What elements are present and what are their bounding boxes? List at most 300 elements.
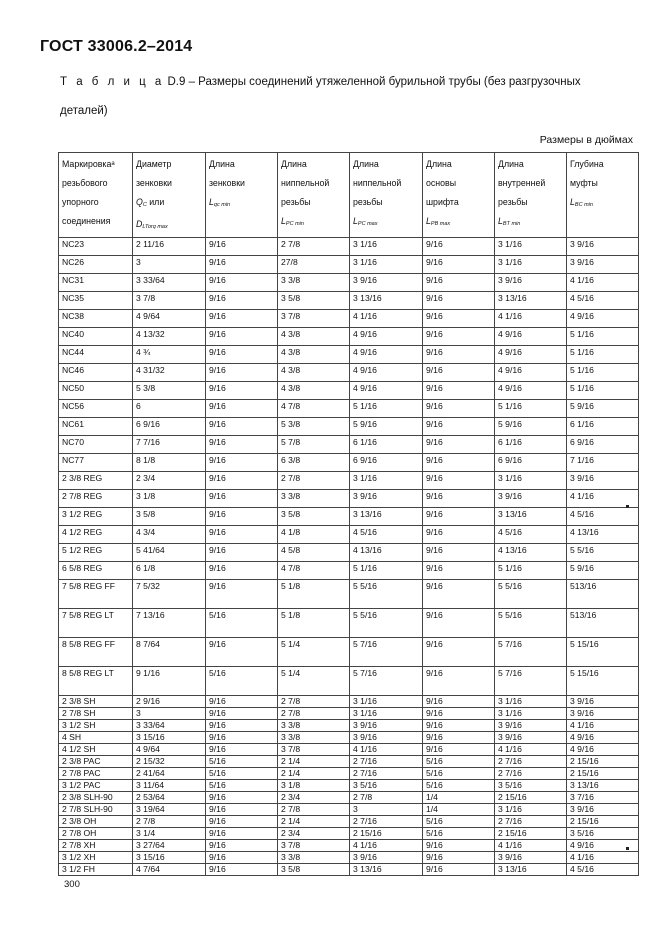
column-header-line	[498, 212, 563, 234]
dimension-cell: 4 1/16	[567, 490, 639, 508]
dimension-cell: 4 1/16	[567, 720, 639, 732]
dimension-cell: 2 15/16	[350, 828, 423, 840]
table-row	[59, 720, 639, 732]
dimension-cell: 7 5/32	[133, 580, 206, 609]
dimension-cell: 4 9/16	[567, 732, 639, 744]
dimension-cell: 9/16	[423, 346, 495, 364]
column-header-text: L	[209, 197, 214, 207]
dimension-cell: 2 1/4	[278, 768, 350, 780]
dimension-cell: 3 9/16	[567, 708, 639, 720]
column-header	[206, 153, 278, 238]
dimension-cell: 9/16	[423, 472, 495, 490]
dimension-cell: 6 1/8	[133, 562, 206, 580]
dimension-cell: 5 5/16	[350, 580, 423, 609]
table-row	[59, 472, 639, 490]
dimension-cell: 6 9/16	[350, 454, 423, 472]
dimension-cell: 7 7/16	[133, 436, 206, 454]
table-row	[59, 840, 639, 852]
margin-mark	[626, 505, 629, 508]
column-header-line	[62, 174, 129, 193]
column-header-text: резьбы	[281, 197, 311, 207]
dimension-cell: 5 1/16	[495, 562, 567, 580]
dimension-cell: 9/16	[206, 400, 278, 418]
connection-designation-cell: NC77	[59, 454, 133, 472]
connection-designation-cell: 8 5/8 REG LT	[59, 667, 133, 696]
connection-designation-cell: 2 3/8 SLH-90	[59, 792, 133, 804]
dimension-cell: 4 13/32	[133, 328, 206, 346]
connection-designation-cell: 5 1/2 REG	[59, 544, 133, 562]
dimension-cell: 2 7/8	[278, 708, 350, 720]
dimension-cell: 6 9/16	[495, 454, 567, 472]
dimension-cell: 3 5/16	[350, 780, 423, 792]
dimension-cell: 5 7/16	[495, 638, 567, 667]
dimension-cell: 9/16	[423, 852, 495, 864]
connection-designation-cell: NC35	[59, 292, 133, 310]
table-row	[59, 328, 639, 346]
dimension-cell: 3 1/16	[350, 708, 423, 720]
dimension-cell: 2 7/8	[278, 472, 350, 490]
dimension-cell: 4 5/16	[495, 526, 567, 544]
column-header-text: зенковки	[209, 178, 245, 188]
connection-designation-cell: 2 3/8 REG	[59, 472, 133, 490]
column-header-text: муфты	[570, 178, 598, 188]
column-header-line	[281, 193, 346, 212]
connection-designation-cell: 8 5/8 REG FF	[59, 638, 133, 667]
column-header-text: шрифта	[426, 197, 459, 207]
column-header	[59, 153, 133, 238]
dimension-cell: 5 3/8	[133, 382, 206, 400]
table-row	[59, 364, 639, 382]
connection-designation-cell: NC46	[59, 364, 133, 382]
connection-designation-cell: 3 1/2 FH	[59, 864, 133, 876]
dimension-cell: 1/4	[423, 804, 495, 816]
column-header-subscript: LTorq max	[142, 224, 168, 230]
dimension-cell: 9/16	[206, 840, 278, 852]
table-row	[59, 418, 639, 436]
dimension-cell: 2 7/16	[495, 768, 567, 780]
dimension-cell: 4 1/16	[567, 852, 639, 864]
dimension-cell: 3 5/16	[567, 828, 639, 840]
dimension-cell: 3 1/16	[495, 696, 567, 708]
column-header-subscript: BC min	[574, 202, 593, 208]
dimension-cell: 9/16	[423, 720, 495, 732]
connection-designation-cell: 2 7/8 SH	[59, 708, 133, 720]
dimension-cell: 2 3/4	[278, 792, 350, 804]
dimension-cell: 5 1/16	[567, 346, 639, 364]
dimension-cell: 2 7/8	[350, 792, 423, 804]
table-row	[59, 454, 639, 472]
column-header-text: Длина	[426, 159, 452, 169]
dimension-cell: 6 1/16	[495, 436, 567, 454]
dimension-cell: 9/16	[423, 310, 495, 328]
dimension-cell: 9/16	[423, 256, 495, 274]
dimension-cell: 4 9/16	[567, 744, 639, 756]
dimension-cell: 3 1/16	[495, 708, 567, 720]
column-header-text: резьбы	[353, 197, 383, 207]
column-header-text: Длина	[498, 159, 524, 169]
dimension-cell: 9/16	[206, 720, 278, 732]
column-header-line	[281, 174, 346, 193]
table-row	[59, 864, 639, 876]
dimension-cell: 9/16	[206, 382, 278, 400]
dimension-cell: 5 1/16	[567, 364, 639, 382]
dimension-cell: 9/16	[423, 328, 495, 346]
dimension-cell: 5 1/16	[567, 328, 639, 346]
dimension-cell: 5 9/16	[350, 418, 423, 436]
column-header-line	[281, 212, 346, 234]
dimension-cell: 9/16	[206, 580, 278, 609]
connection-designation-cell: NC61	[59, 418, 133, 436]
dimension-cell: 3 13/16	[350, 508, 423, 526]
column-header-line	[426, 212, 491, 234]
table-row	[59, 526, 639, 544]
dimension-cell: 3 1/8	[133, 490, 206, 508]
dimension-cell: 9/16	[206, 472, 278, 490]
column-header-line	[570, 174, 635, 193]
dimension-cell: 3 7/8	[278, 310, 350, 328]
dimension-cell: 3 1/4	[133, 828, 206, 840]
column-header-line	[498, 193, 563, 212]
table-row	[59, 238, 639, 256]
table-row	[59, 544, 639, 562]
dimension-cell: 9/16	[206, 696, 278, 708]
dimension-cell: 3	[133, 708, 206, 720]
dimension-cell: 9/16	[423, 400, 495, 418]
dimension-cell: 2 7/8	[278, 804, 350, 816]
dimension-cell: 3 7/8	[278, 744, 350, 756]
table-row	[59, 274, 639, 292]
dimension-cell: 4 5/16	[567, 508, 639, 526]
dimension-cell: 9/16	[423, 436, 495, 454]
column-header-line	[426, 193, 491, 212]
dimension-cell: 5/16	[423, 828, 495, 840]
dimension-cell: 5 7/16	[495, 667, 567, 696]
connection-designation-cell: 4 1/2 SH	[59, 744, 133, 756]
dimension-cell: 6 9/16	[567, 436, 639, 454]
column-header-text: основы	[426, 178, 457, 188]
dimension-cell: 4 9/16	[350, 346, 423, 364]
dimension-cell: 513/16	[567, 609, 639, 638]
dimension-cell: 4 7/8	[278, 400, 350, 418]
connection-designation-cell: NC40	[59, 328, 133, 346]
column-header	[278, 153, 350, 238]
dimension-cell: 5 1/16	[350, 562, 423, 580]
dimension-cell: 9/16	[423, 638, 495, 667]
dimension-cell: 3 1/8	[278, 780, 350, 792]
dimension-cell: 9/16	[423, 364, 495, 382]
dimension-cell: 4 9/16	[350, 328, 423, 346]
dimension-cell: 9/16	[423, 708, 495, 720]
dimension-cell: 3 33/64	[133, 274, 206, 292]
dimension-cell: 3 7/8	[133, 292, 206, 310]
document-header: ГОСТ 33006.2–2014	[40, 38, 193, 55]
dimension-cell: 3 13/16	[350, 864, 423, 876]
dimension-cell: 4 1/8	[278, 526, 350, 544]
dimension-cell: 5/16	[206, 756, 278, 768]
dimension-cell: 4 ¾	[133, 346, 206, 364]
dimension-cell: 2 7/16	[350, 816, 423, 828]
dimension-cell: 3 9/16	[495, 274, 567, 292]
column-header	[350, 153, 423, 238]
dimension-cell: 3	[133, 256, 206, 274]
dimension-cell: 5 15/16	[567, 638, 639, 667]
dimension-cell: 4 3/8	[278, 328, 350, 346]
dimension-cell: 3 5/8	[278, 292, 350, 310]
dimension-cell: 4 5/16	[350, 526, 423, 544]
table-row	[59, 436, 639, 454]
dimension-cell: 3 5/8	[133, 508, 206, 526]
dimension-cell: 4 13/16	[567, 526, 639, 544]
connection-designation-cell: NC26	[59, 256, 133, 274]
dimension-cell: 2 15/32	[133, 756, 206, 768]
dimension-cell: 4 5/16	[567, 292, 639, 310]
column-header	[133, 153, 206, 238]
connection-designation-cell: 2 7/8 OH	[59, 828, 133, 840]
dimension-cell: 9/16	[206, 256, 278, 274]
dimension-cell: 5 5/16	[350, 609, 423, 638]
dimension-cell: 2 9/16	[133, 696, 206, 708]
dimension-cell: 2 7/8	[133, 816, 206, 828]
dimension-cell: 9/16	[206, 274, 278, 292]
dimension-cell: 3 11/64	[133, 780, 206, 792]
page-number: 300	[64, 879, 80, 890]
connection-designation-cell: NC44	[59, 346, 133, 364]
dimension-cell: 5 15/16	[567, 667, 639, 696]
dimension-cell: 2 15/16	[567, 816, 639, 828]
column-header-text: Q	[136, 197, 143, 207]
dimension-cell: 3 9/16	[567, 472, 639, 490]
dimension-cell: 9/16	[206, 804, 278, 816]
dimension-cell: 4 1/16	[495, 310, 567, 328]
column-header	[423, 153, 495, 238]
dimension-cell: 3 9/16	[350, 852, 423, 864]
dimension-cell: 3 13/16	[495, 292, 567, 310]
dimension-cell: 5 9/16	[567, 562, 639, 580]
dimension-cell: 2 3/4	[278, 828, 350, 840]
column-header-text: L	[570, 197, 575, 207]
table-row	[59, 346, 639, 364]
dimension-cell: 4 3/8	[278, 346, 350, 364]
table-caption	[60, 73, 628, 91]
dimension-cell: 5 41/64	[133, 544, 206, 562]
table-row	[59, 696, 639, 708]
table-row	[59, 768, 639, 780]
dimension-cell: 4 9/16	[567, 840, 639, 852]
dimension-cell: 9/16	[423, 696, 495, 708]
dimensions-table	[58, 152, 639, 876]
column-header-line	[498, 174, 563, 193]
connection-designation-cell: NC56	[59, 400, 133, 418]
dimension-cell: 4 9/16	[495, 364, 567, 382]
connection-designation-cell: NC31	[59, 274, 133, 292]
table-row	[59, 562, 639, 580]
dimension-cell: 3 1/16	[495, 256, 567, 274]
table-row	[59, 609, 639, 638]
dimension-cell: 5/16	[206, 780, 278, 792]
dimension-cell: 9/16	[423, 274, 495, 292]
dimension-cell: 3 13/16	[495, 864, 567, 876]
dimension-cell: 3 9/16	[495, 852, 567, 864]
dimension-cell: 5/16	[423, 816, 495, 828]
connection-designation-cell: 2 7/8 XH	[59, 840, 133, 852]
dimension-cell: 27/8	[278, 256, 350, 274]
dimension-cell: 5 3/8	[278, 418, 350, 436]
dimension-cell: 9 1/16	[133, 667, 206, 696]
dimension-cell: 9/16	[206, 310, 278, 328]
column-header-line	[62, 155, 129, 174]
caption-text-line2: деталей)	[60, 105, 108, 117]
dimension-cell: 5/16	[423, 780, 495, 792]
dimension-cell: 3 5/16	[495, 780, 567, 792]
dimension-cell: 9/16	[206, 638, 278, 667]
dimension-cell: 9/16	[206, 238, 278, 256]
dimension-cell: 3 15/16	[133, 732, 206, 744]
connection-designation-cell: NC38	[59, 310, 133, 328]
column-header-line	[353, 193, 419, 212]
dimension-cell: 9/16	[423, 238, 495, 256]
dimension-cell: 3 1/16	[350, 256, 423, 274]
dimension-cell: 3 9/16	[350, 274, 423, 292]
column-header-line	[136, 155, 202, 174]
column-header-text: резьбы	[498, 197, 528, 207]
dimension-cell: 3 13/16	[567, 780, 639, 792]
dimension-cell: 9/16	[423, 609, 495, 638]
dimension-cell: 2 7/8	[278, 696, 350, 708]
dimension-cell: 3 9/16	[495, 732, 567, 744]
table-body	[59, 238, 639, 876]
dimension-cell: 9/16	[206, 454, 278, 472]
column-header-line	[353, 212, 419, 234]
column-header-text: соединения	[62, 216, 111, 226]
column-header-line	[570, 193, 635, 215]
dimension-cell: 4 3/8	[278, 364, 350, 382]
connection-designation-cell: 2 3/8 SH	[59, 696, 133, 708]
units-note: Размеры в дюймах	[539, 134, 633, 146]
column-header-text: Маркировкаᵃ	[62, 159, 115, 169]
dimension-cell: 4 9/16	[495, 346, 567, 364]
dimension-cell: 2 1/4	[278, 816, 350, 828]
dimension-cell: 3 3/8	[278, 720, 350, 732]
column-header-subscript: PC min	[285, 221, 304, 227]
dimension-cell: 3 3/8	[278, 732, 350, 744]
column-header-text: Диаметр	[136, 159, 172, 169]
table-row	[59, 828, 639, 840]
table-row	[59, 667, 639, 696]
dimension-cell: 4 5/8	[278, 544, 350, 562]
table-row	[59, 256, 639, 274]
column-header-text: L	[498, 216, 503, 226]
column-header-line	[209, 174, 274, 193]
dimension-cell: 4 3/8	[278, 382, 350, 400]
table-row	[59, 382, 639, 400]
connection-designation-cell: 6 5/8 REG	[59, 562, 133, 580]
column-header-subscript: C	[142, 202, 147, 208]
dimension-cell: 3 33/64	[133, 720, 206, 732]
dimension-cell: 9/16	[423, 490, 495, 508]
column-header-text: внутренней	[498, 178, 546, 188]
column-header-subscript: PB max	[430, 221, 451, 227]
dimension-cell: 2 7/16	[495, 816, 567, 828]
column-header-text: L	[281, 216, 286, 226]
dimension-cell: 3 9/16	[567, 238, 639, 256]
dimension-cell: 6 3/8	[278, 454, 350, 472]
connection-designation-cell: 3 1/2 XH	[59, 852, 133, 864]
column-header-line	[62, 193, 129, 212]
dimension-cell: 5/16	[423, 756, 495, 768]
dimension-cell: 5/16	[206, 667, 278, 696]
dimension-cell: 5 1/8	[278, 580, 350, 609]
margin-mark	[626, 847, 629, 850]
dimension-cell: 5 1/16	[350, 400, 423, 418]
table-row	[59, 744, 639, 756]
dimension-cell: 6 1/16	[567, 418, 639, 436]
table-row	[59, 292, 639, 310]
dimension-cell: 9/16	[423, 744, 495, 756]
dimension-cell: 2 1/4	[278, 756, 350, 768]
connection-designation-cell: 2 7/8 REG	[59, 490, 133, 508]
column-header-line	[426, 155, 491, 174]
dimension-cell: 5 7/16	[350, 638, 423, 667]
connection-designation-cell: 3 1/2 SH	[59, 720, 133, 732]
dimension-cell: 5 1/16	[495, 400, 567, 418]
dimension-cell: 5 7/16	[350, 667, 423, 696]
dimension-cell: 2 7/16	[495, 756, 567, 768]
dimension-cell: 3 1/16	[350, 238, 423, 256]
dimension-cell: 9/16	[206, 828, 278, 840]
dimension-cell: 6 1/16	[350, 436, 423, 454]
column-header-line	[353, 155, 419, 174]
table-row	[59, 732, 639, 744]
dimension-cell: 8 1/8	[133, 454, 206, 472]
table-row	[59, 792, 639, 804]
dimension-cell: 7 13/16	[133, 609, 206, 638]
column-header-line	[209, 155, 274, 174]
dimension-cell: 9/16	[206, 364, 278, 382]
table-row	[59, 310, 639, 328]
dimension-cell: 9/16	[423, 292, 495, 310]
dimension-cell: 4 13/16	[495, 544, 567, 562]
dimension-cell: 2 53/64	[133, 792, 206, 804]
table-header	[59, 153, 639, 238]
column-header-text: Длина	[353, 159, 379, 169]
dimension-cell: 9/16	[206, 418, 278, 436]
column-header-text: резьбового	[62, 178, 108, 188]
connection-designation-cell: NC50	[59, 382, 133, 400]
column-header-line	[281, 155, 346, 174]
dimension-cell: 3 9/16	[567, 256, 639, 274]
dimension-cell: 6 9/16	[133, 418, 206, 436]
dimension-cell: 5/16	[206, 768, 278, 780]
caption-text: D.9 – Размеры соединений утяжеленной бурильной трубы (без разгрузочных	[167, 76, 581, 88]
dimension-cell: 5/16	[206, 609, 278, 638]
dimension-cell: 4 1/16	[567, 274, 639, 292]
dimension-cell: 2 7/8	[278, 238, 350, 256]
column-header	[567, 153, 639, 238]
connection-designation-cell: 2 3/8 OH	[59, 816, 133, 828]
dimension-cell: 9/16	[423, 864, 495, 876]
caption-label: Т а б л и ц а	[60, 76, 165, 88]
dimension-cell: 5 9/16	[567, 400, 639, 418]
dimension-cell: 2 7/16	[350, 756, 423, 768]
column-header-text: L	[426, 216, 431, 226]
dimension-cell: 9/16	[423, 544, 495, 562]
connection-designation-cell: 3 1/2 PAC	[59, 780, 133, 792]
dimension-cell: 3 7/8	[278, 840, 350, 852]
dimension-cell: 4 1/16	[350, 744, 423, 756]
dimension-cell: 3 19/64	[133, 804, 206, 816]
table-row	[59, 852, 639, 864]
dimension-cell: 3 1/16	[350, 472, 423, 490]
